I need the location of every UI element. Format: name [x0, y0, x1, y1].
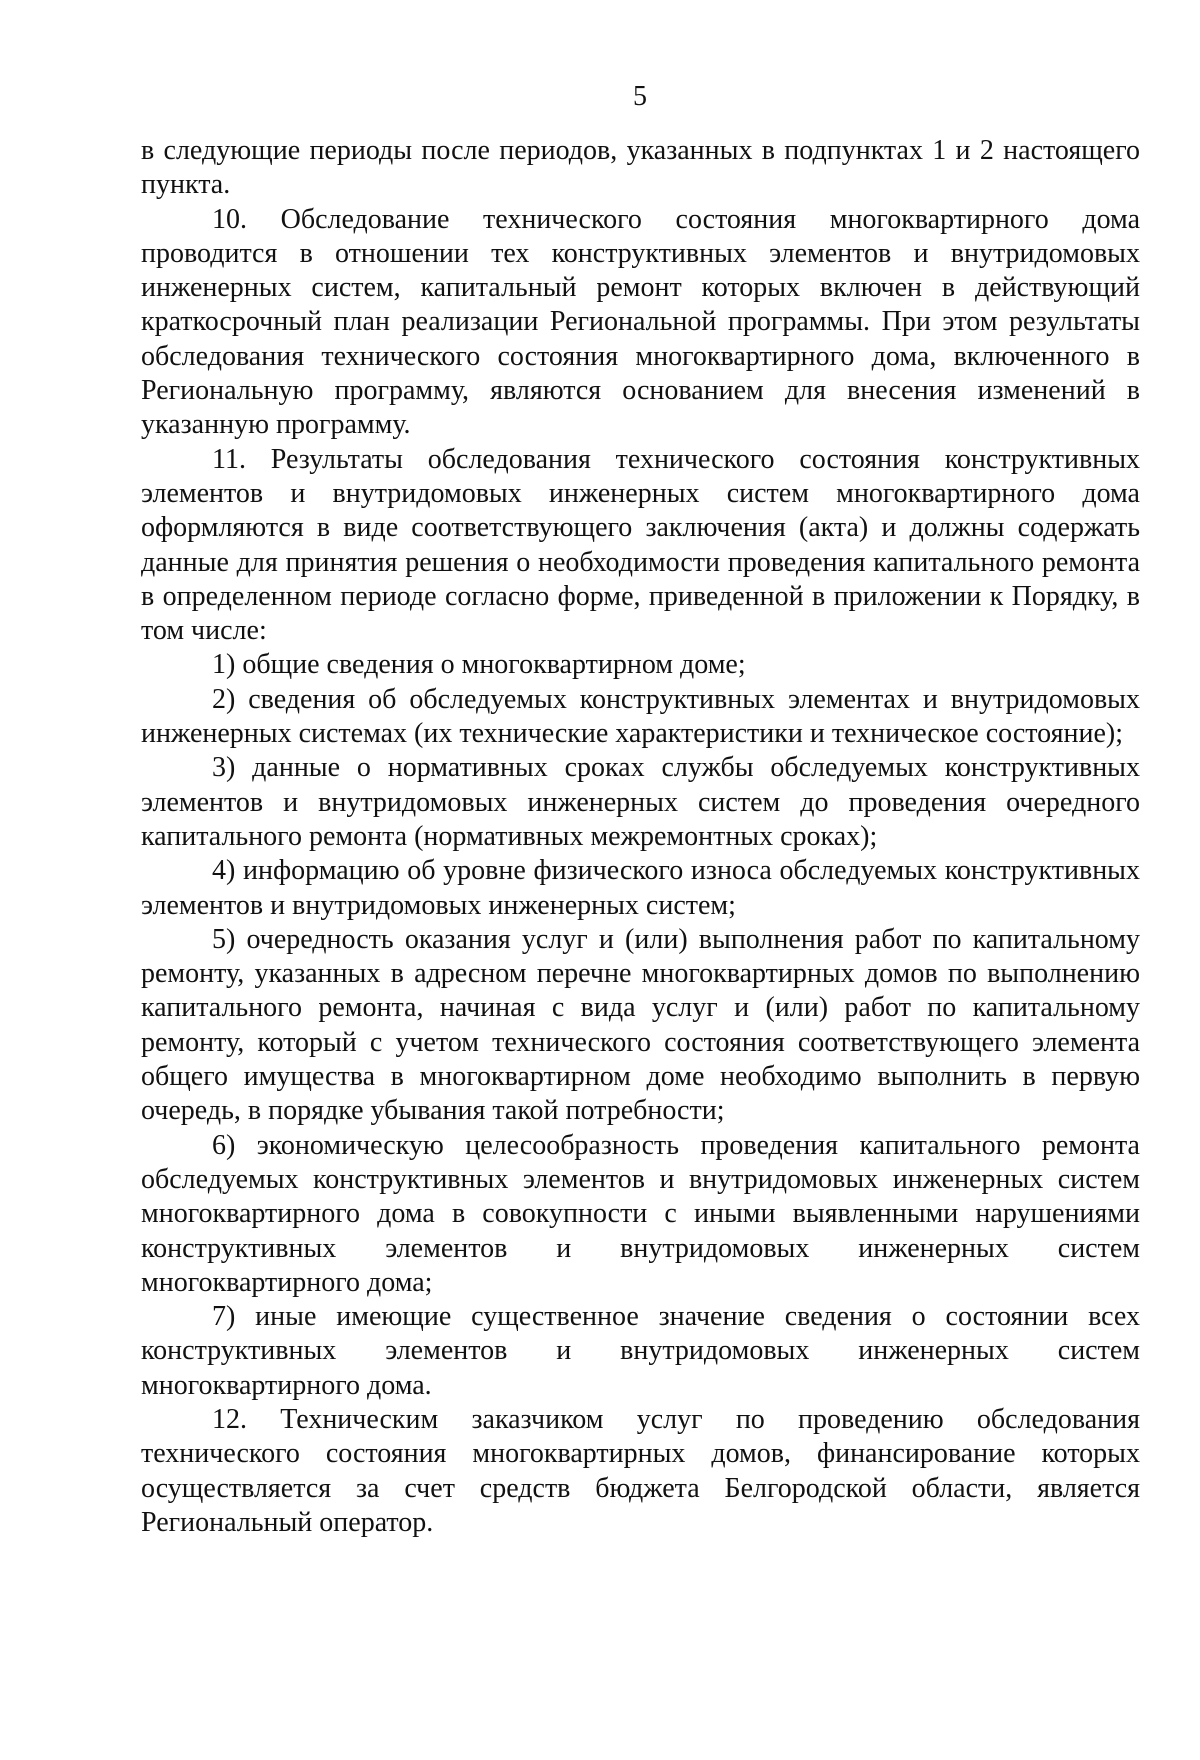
- list-item-1: 1) общие сведения о многоквартирном доме;: [212, 649, 746, 681]
- paragraph-item-11: 11. Результаты обследования технического состояния конструктивных элементов и внутридомовых инженерных систем многоквартирного дома оформляются в виде соответствующего заключения (акта) и должны содержать данные для принятия решения о необходимости проведения капитального ремонта в определенном периоде согласно форме, приведенной в приложении к Порядку, в том числе:: [141, 443, 1140, 647]
- list-item-3: 3) данные о нормативных сроках службы обследуемых конструктивных элементов и внутридомовых инженерных систем до проведения очередного капитального ремонта (нормативных межремонтных сроках);: [141, 752, 1140, 852]
- list-item-2: 2) сведения об обследуемых конструктивных элементах и внутридомовых инженерных системах (их технические характеристики и техническое состояние);: [141, 683, 1140, 750]
- paragraph-item-10: 10. Обследование технического состояния многоквартирного дома проводится в отношении тех конструктивных элементов и внутридомовых инженерных систем, капитальный ремонт которых включен в действующий краткосрочный план реализации Региональной программы. При этом результаты обследования технического состояния многоквартирного дома, включенного в Региональную программу, являются основанием для внесения изменений в указанную программу.: [141, 203, 1140, 441]
- page-number: 5: [633, 81, 647, 112]
- list-item-7: 7) иные имеющие существенное значение сведения о состоянии всех конструктивных элементов и внутридомовых инженерных систем многоквартирного дома.: [141, 1301, 1140, 1401]
- list-item-6: 6) экономическую целесообразность проведения капитального ремонта обследуемых конструктивных элементов и внутридомовых инженерных систем многоквартирного дома в совокупности с иными выявленными нарушениями конструктивных элементов и внутридомовых инженерных систем многоквартирного дома;: [141, 1129, 1140, 1298]
- paragraph-item-12: 12. Техническим заказчиком услуг по проведению обследования технического состояния многоквартирных домов, финансирование которых осуществляется за счет средств бюджета Белгородской области, является Региональный оператор.: [141, 1403, 1140, 1538]
- document-body: [141, 134, 1140, 1540]
- paragraph-continuation: в следующие периоды после периодов, указанных в подпунктах 1 и 2 настоящего пункта.: [141, 135, 1140, 201]
- list-item-4: 4) информацию об уровне физического износа обследуемых конструктивных элементов и внутридомовых инженерных систем;: [141, 855, 1140, 921]
- list-item-5: 5) очередность оказания услуг и (или) выполнения работ по капитальному ремонту, указанных в адресном перечне многоквартирных домов по выполнению капитального ремонта, начиная с вида услуг и (или) работ по капитальному ремонту, который с учетом технического состояния соответствующего элемента общего имущества в многоквартирном доме необходимо выполнить в первую очередь, в порядке убывания такой потребности;: [141, 923, 1140, 1127]
